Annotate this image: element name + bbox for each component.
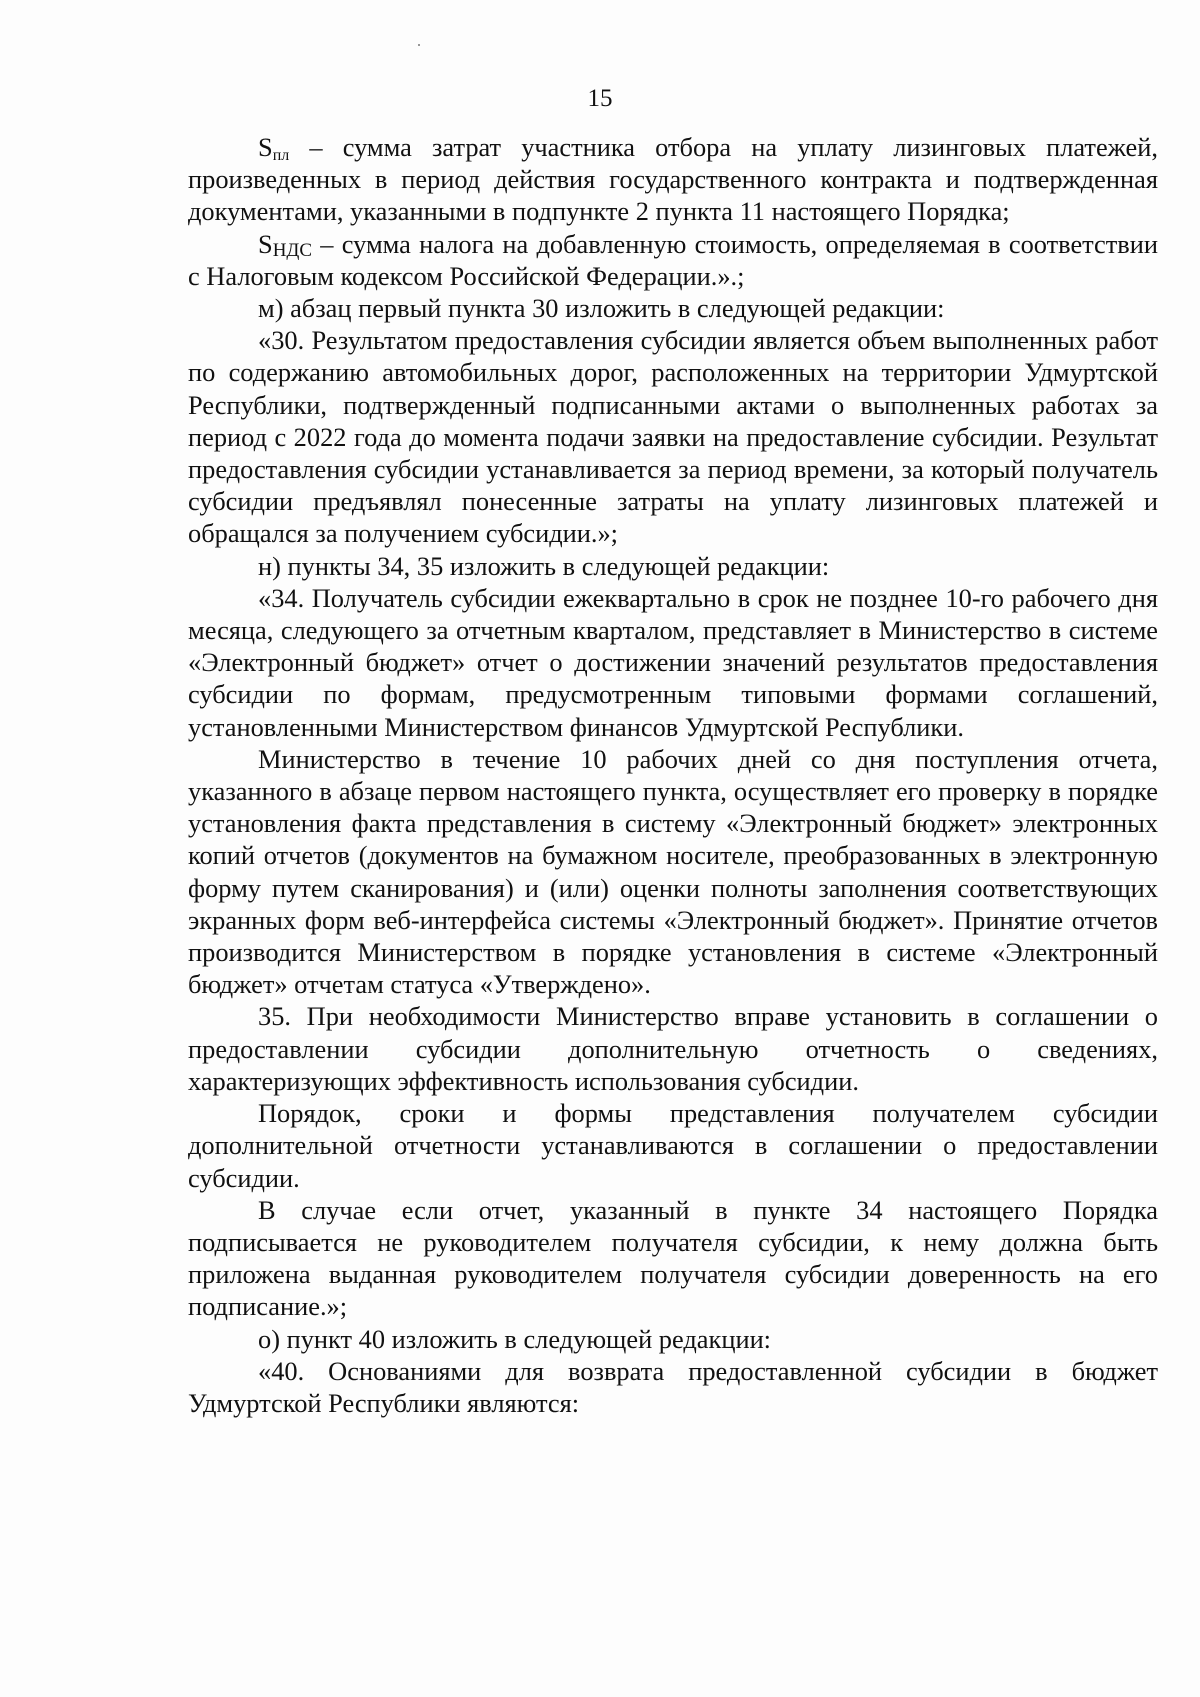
paragraph: Министерство в течение 10 рабочих дней со дня поступления отчета, указанного в абзаце первом настоящего пункта, осуществляет его проверку в порядке установления факта представления в систему «Электронный бюджет» электронных копий отчетов (документов на бумажном носителе, преобразованных в электронную форму путем сканирования) и (или) оценки полноты заполнения соответствующих экранных форм веб-интерфейса системы «Электронный бюджет». Принятие отчетов производится Министерством в порядке установления в системе «Электронный бюджет» отчетам статуса «Утверждено».	[188, 743, 1158, 1000]
paragraph-text: – сумма налога на добавленную стоимость, определяемая в соответствии с Налоговым кодексом Российской Федерации.».;	[188, 228, 1158, 291]
paragraph: Порядок, сроки и формы представления получателем субсидии дополнительной отчетности устанавливаются в соглашении о предоставлении субсидии.	[188, 1098, 1158, 1193]
paragraph-text: – сумма затрат участника отбора на уплату лизинговых платежей, произведенных в период действия государственного контракта и подтвержденная документами, указанными в подпункте 2 пункта 11 настоящего Порядка;	[188, 132, 1158, 227]
symbol-s: S	[258, 132, 273, 162]
paragraph: 35. При необходимости Министерство вправе установить в соглашении о предоставлении субсидии дополнительную отчетность о сведениях, характеризующих эффективность использования субсидии.	[188, 1001, 1158, 1096]
page-number: 15	[587, 85, 613, 112]
paragraph: «34. Получатель субсидии ежеквартально в срок не позднее 10-го рабочего дня месяца, следующего за отчетным кварталом, представляет в Министерство в системе «Электронный бюджет» отчет о достижении значений результатов предоставления субсидии по формам, предусмотренным типовыми формами соглашений, установленными Министерством финансов Удмуртской Республики.	[188, 582, 1158, 742]
symbol-s: S	[258, 228, 273, 259]
symbol-subscript: НДС	[272, 239, 313, 261]
paragraph: о) пункт 40 изложить в следующей редакции:	[258, 1323, 772, 1354]
paragraph-s-nds	[188, 228, 1158, 292]
paragraph: м) абзац первый пункта 30 изложить в следующей редакции:	[258, 293, 945, 324]
paragraph-s-pl	[188, 131, 1158, 228]
symbol-subscript: пл	[272, 147, 290, 164]
paragraph: «40. Основаниями для возврата предоставленной субсидии в бюджет Удмуртской Республики являются:	[188, 1355, 1158, 1418]
document-body	[188, 131, 1158, 1419]
scan-speck	[418, 44, 420, 46]
paragraph: н) пункты 34, 35 изложить в следующей редакции:	[258, 550, 830, 581]
paragraph: В случае если отчет, указанный в пункте 34 настоящего Порядка подписывается не руководителем получателя субсидии, к нему должна быть приложена выданная руководителем получателя субсидии доверенность на его подписание.»;	[188, 1194, 1158, 1322]
paragraph: «30. Результатом предоставления субсидии является объем выполненных работ по содержанию автомобильных дорог, расположенных на территории Удмуртской Республики, подтвержденный подписанными актами о выполненных работах за период с 2022 года до момента подачи заявки на предоставление субсидии. Результат предоставления субсидии устанавливается за период времени, за который получатель субсидии предъявлял понесенные затраты на уплату лизинговых платежей и обращался за получением субсидии.»;	[188, 325, 1158, 549]
